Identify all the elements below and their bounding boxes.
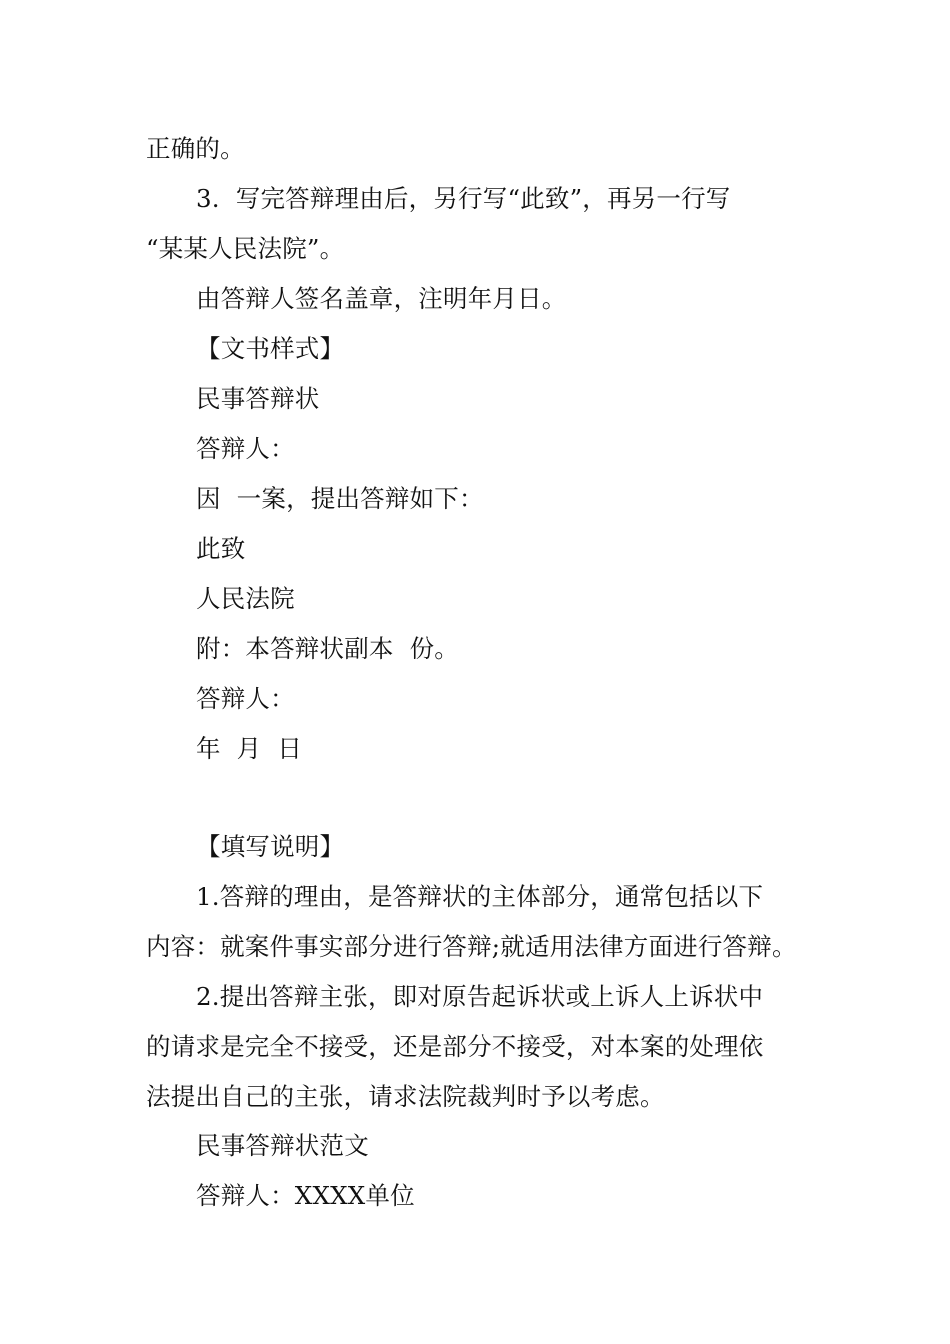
text-line: 人民法院 (196, 584, 295, 613)
text-line: 此致 (196, 534, 246, 563)
text-line: 答辩人：XXXX单位 (196, 1181, 415, 1210)
text-line: 因 一案，提出答辩如下： (196, 484, 484, 513)
text-line: 答辩人： (196, 684, 295, 713)
text-line: 内容：就案件事实部分进行答辩;就适用法律方面进行答辩。 (146, 932, 797, 961)
text-line: 附：本答辩状副本 份。 (196, 634, 459, 663)
text-line: 3. 写完答辩理由后，另行写“此致”，再另一行写 (196, 184, 731, 213)
section-heading: 【填写说明】 (196, 832, 345, 861)
text-line: 的请求是完全不接受，还是部分不接受，对本案的处理依 (146, 1032, 764, 1061)
text-line: 1.答辩的理由，是答辩状的主体部分，通常包括以下 (196, 882, 764, 911)
text-line: 民事答辩状范文 (196, 1131, 369, 1160)
text-line: 年 月 日 (196, 734, 303, 763)
text-line: 答辩人： (196, 434, 295, 463)
section-heading: 【文书样式】 (196, 334, 345, 363)
text-line: 由答辩人签名盖章，注明年月日。 (196, 284, 567, 313)
text-line: “某某人民法院”。 (146, 234, 345, 263)
text-line: 2.提出答辩主张，即对原告起诉状或上诉人上诉状中 (196, 982, 764, 1011)
text-line: 民事答辩状 (196, 384, 320, 413)
text-line: 正确的。 (146, 134, 245, 163)
text-line: 法提出自己的主张，请求法院裁判时予以考虑。 (146, 1082, 665, 1111)
